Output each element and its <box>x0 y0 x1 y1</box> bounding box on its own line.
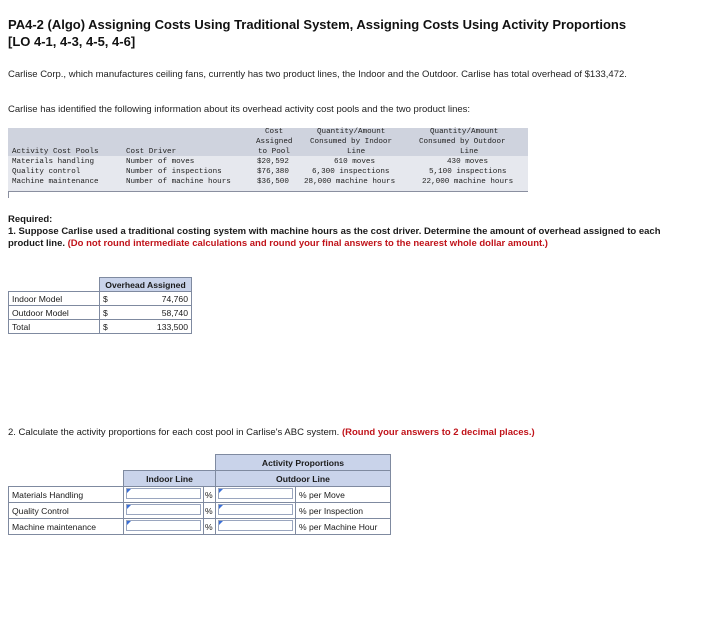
row-pool: Quality control <box>12 168 81 176</box>
page-title: PA4-2 (Algo) Assigning Costs Using Traditional System, Assigning Costs Using Activity Proportions [LO 4-1, 4-3, 4-5, 4-6] <box>8 17 627 49</box>
row-driver: Number of moves <box>126 158 195 166</box>
intro-text: Carlise Corp., which manufactures ceiling fans, currently has two product lines, the Indoor and the Outdoor. Carlise has total overhead of $133,472. <box>8 69 627 80</box>
cut-off-next-question <box>8 614 648 622</box>
question-2-note: (Round your answers to 2 decimal places.) <box>341 427 535 438</box>
header-cost-1: Cost <box>265 128 284 136</box>
question-1-note: (Do not round intermediate calculations and round your final answers to the nearest whole dollar amount.) <box>67 238 548 249</box>
required-section <box>8 214 668 250</box>
row-label: Indoor Model <box>9 292 100 306</box>
materials-indoor-input[interactable] <box>126 488 201 499</box>
header-driver: Cost Driver <box>126 148 177 156</box>
identified-text: Carlise has identified the following information about its overhead activity cost pools and the two product lines: <box>8 104 471 115</box>
table-row <box>9 519 391 535</box>
percent-sign: % <box>204 487 216 503</box>
overhead-outdoor-value[interactable]: 58,740 <box>112 306 192 320</box>
quality-indoor-input[interactable] <box>126 504 201 515</box>
row-label: Total <box>9 320 100 334</box>
overhead-total-value: 133,500 <box>112 320 192 334</box>
table-row <box>9 487 391 503</box>
row-indoor: 28,000 machine hours <box>304 178 396 186</box>
row-indoor: 610 moves <box>334 158 376 166</box>
overhead-header: Overhead Assigned <box>100 278 192 292</box>
row-label: Quality Control <box>9 503 124 519</box>
col-outdoor-line: Outdoor Line <box>216 471 391 487</box>
percent-sign: % <box>204 519 216 535</box>
header-cost-3: to Pool <box>258 148 290 156</box>
row-cost: $76,380 <box>257 168 289 176</box>
materials-outdoor-input[interactable] <box>218 488 293 499</box>
col-indoor-line: Indoor Line <box>124 471 216 487</box>
header-indoor-2: Consumed by Indoor <box>310 138 393 146</box>
row-cost: $20,592 <box>257 158 289 166</box>
row-driver: Number of machine hours <box>126 178 231 186</box>
unit-label: % per Move <box>296 487 391 503</box>
row-outdoor: 5,100 inspections <box>429 168 507 176</box>
currency-symbol: $ <box>100 292 112 306</box>
row-label: Outdoor Model <box>9 306 100 320</box>
question-1: 1. Suppose Carlise used a traditional costing system with machine hours as the cost driver. Determine the amount of overhead assigned to each product line. (Do not round intermediate calculations and round your final answers to the nearest whole dollar amount.) <box>8 226 661 249</box>
row-outdoor: 22,000 machine hours <box>422 178 514 186</box>
header-pool: Activity Cost Pools <box>12 148 99 156</box>
row-pool: Materials handling <box>12 158 95 166</box>
row-cost: $36,500 <box>257 178 289 186</box>
overhead-indoor-value[interactable]: 74,760 <box>112 292 192 306</box>
header-outdoor-1: Quantity/Amount <box>430 128 499 136</box>
activity-proportions-header: Activity Proportions <box>216 455 391 471</box>
row-label: Materials Handling <box>9 487 124 503</box>
row-pool: Machine maintenance <box>12 178 99 186</box>
header-indoor-1: Quantity/Amount <box>317 128 386 136</box>
percent-sign: % <box>204 503 216 519</box>
quality-outdoor-input[interactable] <box>218 504 293 515</box>
row-driver: Number of inspections <box>126 168 222 176</box>
table-row <box>9 292 192 306</box>
overhead-assigned-table <box>8 277 192 334</box>
row-label: Machine maintenance <box>9 519 124 535</box>
unit-label: % per Machine Hour <box>296 519 391 535</box>
header-indoor-3: Line <box>347 148 366 156</box>
row-indoor: 6,300 inspections <box>312 168 390 176</box>
table-row <box>9 503 391 519</box>
machine-indoor-input[interactable] <box>126 520 201 531</box>
machine-outdoor-input[interactable] <box>218 520 293 531</box>
row-outdoor: 430 moves <box>447 158 489 166</box>
currency-symbol: $ <box>100 306 112 320</box>
header-cost-2: Assigned <box>256 138 293 146</box>
header-outdoor-3: Line <box>460 148 479 156</box>
header-outdoor-2: Consumed by Outdoor <box>419 138 506 146</box>
cost-pool-data-table <box>8 128 528 192</box>
question-2: 2. Calculate the activity proportions for each cost pool in Carlise's ABC system. (Round your answers to 2 decimal places.) <box>8 427 535 438</box>
table-row <box>9 320 192 334</box>
unit-label: % per Inspection <box>296 503 391 519</box>
activity-proportions-table <box>8 454 391 535</box>
currency-symbol: $ <box>100 320 112 334</box>
required-label: Required: <box>8 214 53 225</box>
table-row <box>9 306 192 320</box>
